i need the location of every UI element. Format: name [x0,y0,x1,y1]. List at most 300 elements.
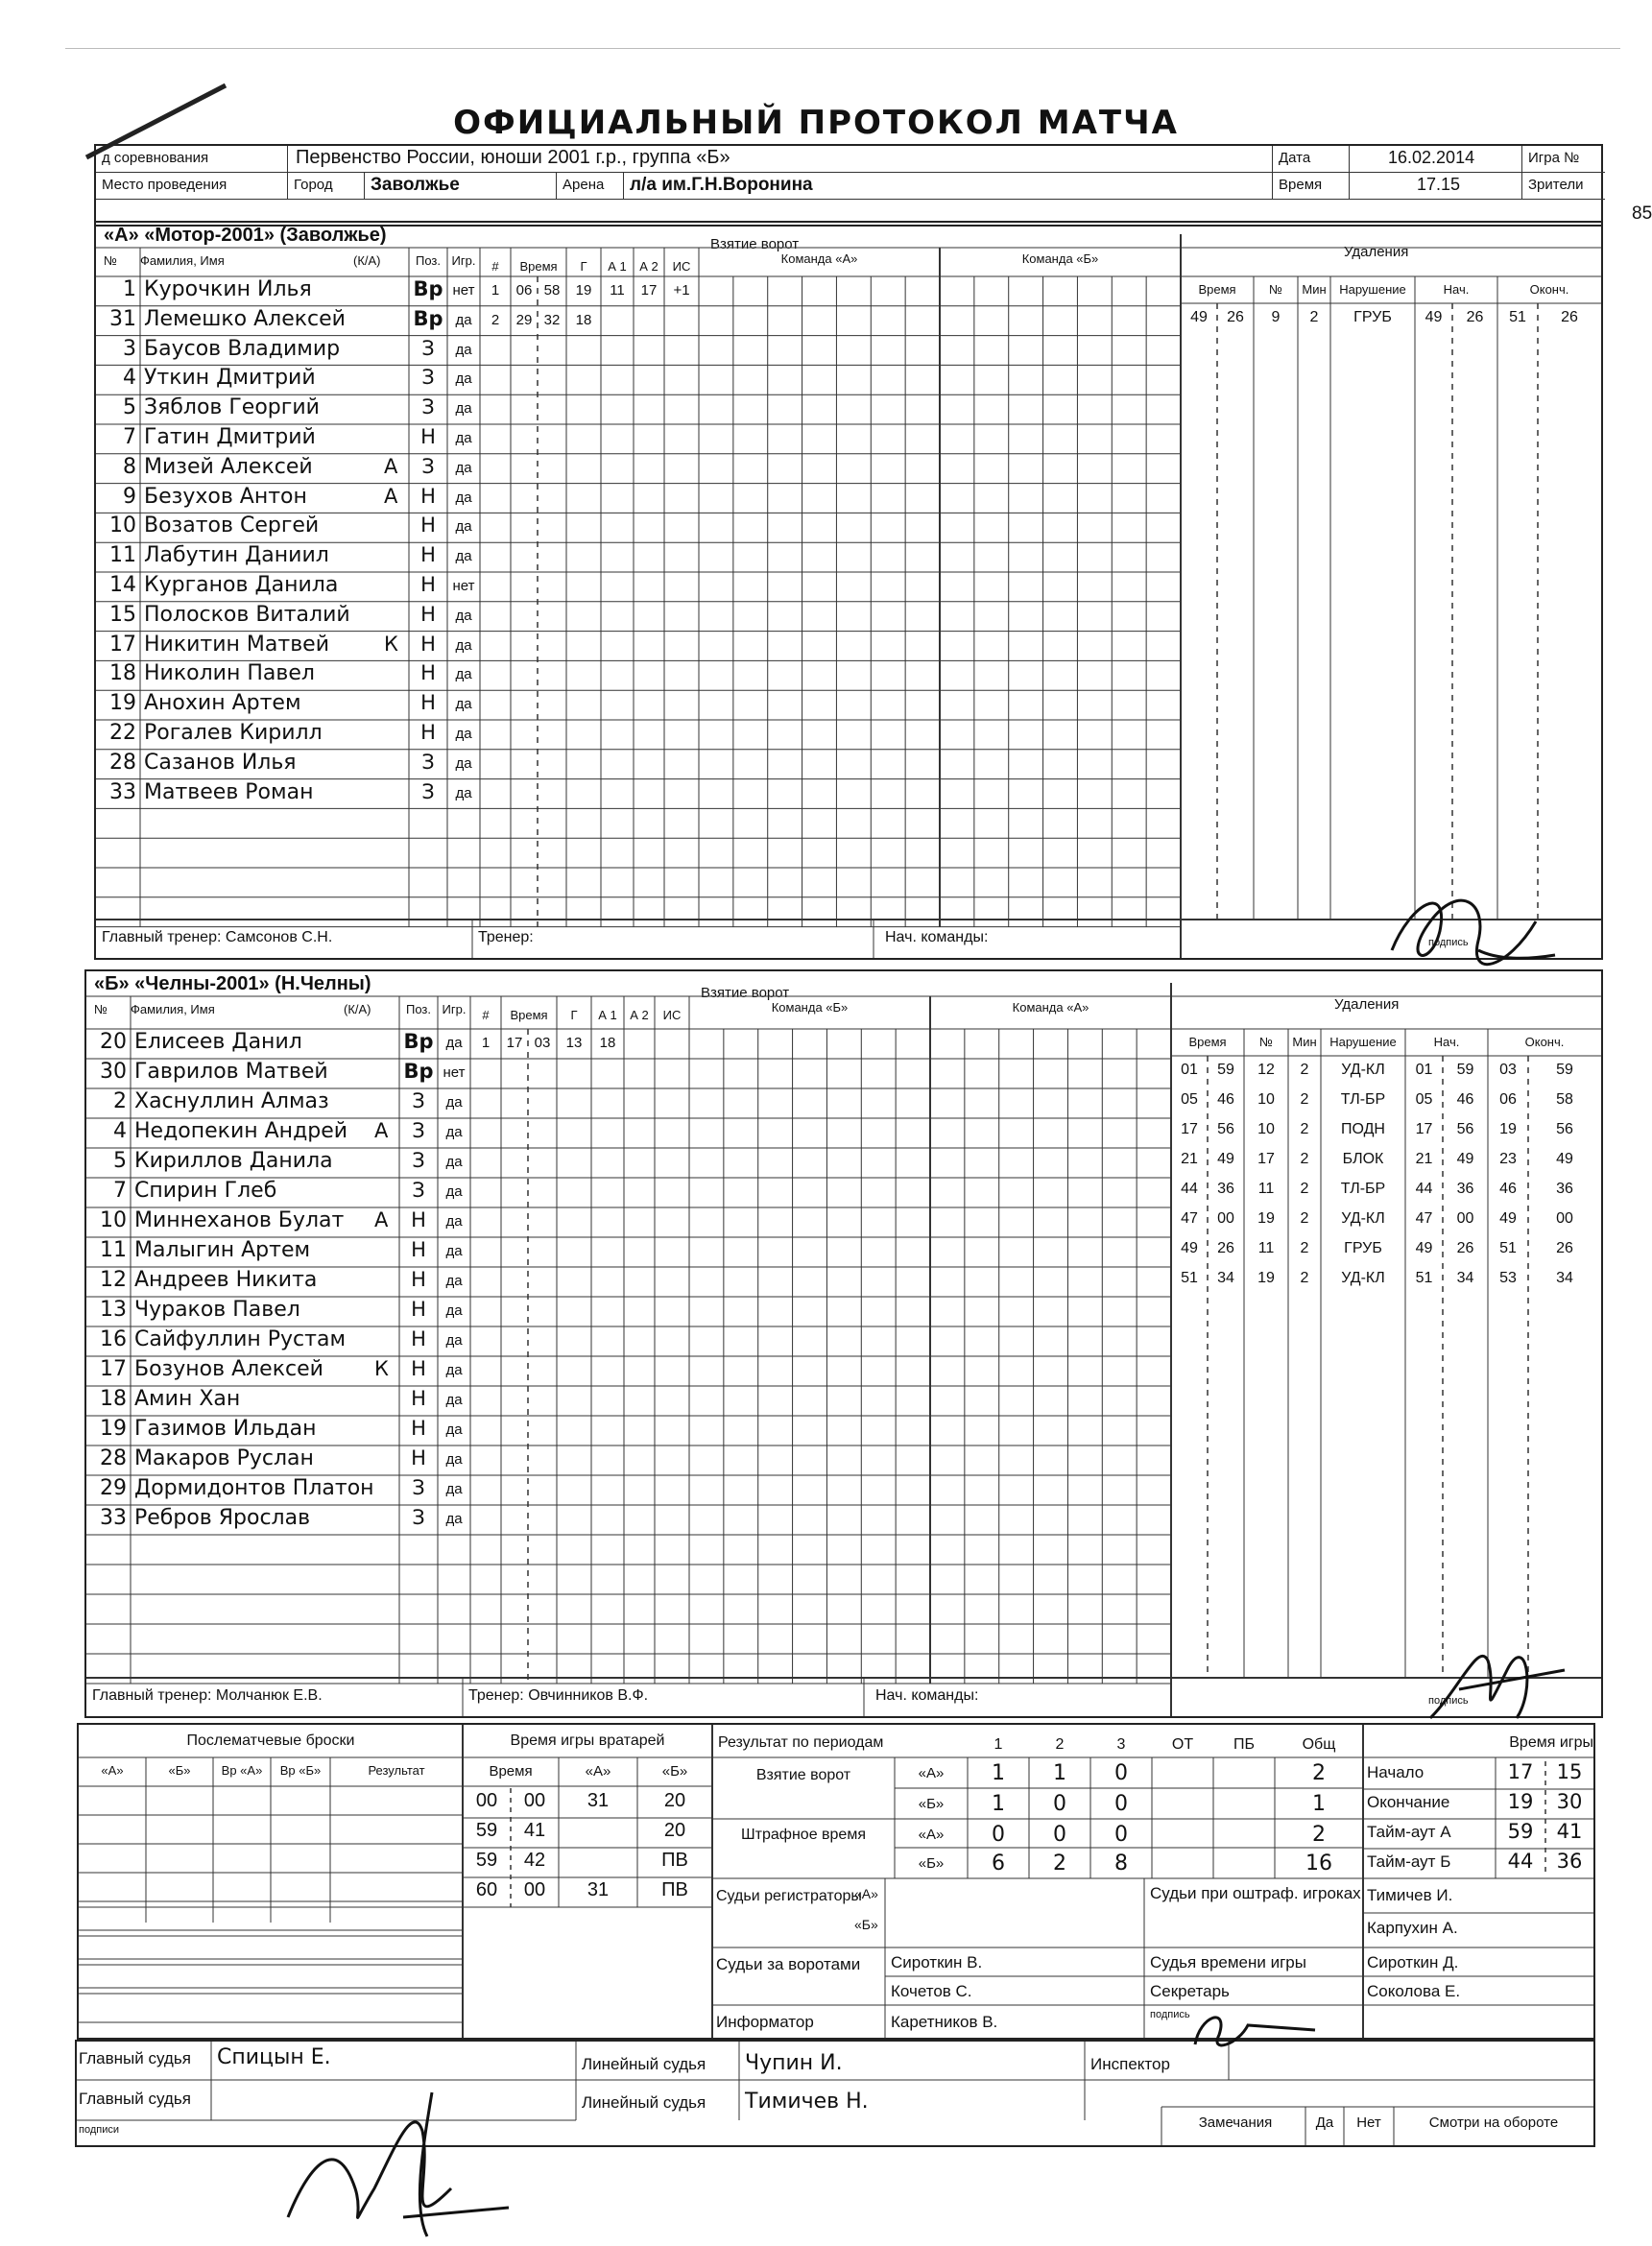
player-played: нет [452,282,475,299]
player-number: 7 [123,425,136,449]
penalty-cell: 2 [1309,309,1319,325]
penalty-cell: 59 [1456,1062,1474,1078]
player-name: Малыгин Артем [134,1238,311,1262]
hdr-goal-col: Г [570,1008,578,1022]
goal-cell: 17 [506,1035,523,1051]
goal-judge-2: Кочетов С. [891,1982,972,2000]
player-position: Вр [403,1060,434,1083]
penalty-cell: 36 [1456,1181,1474,1197]
gk-min: 60 [475,1879,498,1900]
penalty-judges-label: Судьи при оштраф. игроках [1150,1884,1361,1902]
head-coach: Главный тренер: Молчанюк Е.В. [92,1687,323,1704]
game-time-sec: 36 [1556,1850,1583,1873]
player-number: 18 [100,1387,127,1411]
player-position: Н [420,721,436,744]
player-name: Лемешко Алексей [144,306,346,331]
penalty-cell: 2 [1300,1091,1309,1108]
player-position: Н [420,602,436,626]
player-position: З [421,395,435,419]
goal-cell: 32 [543,311,561,328]
top-edge [65,48,1620,49]
player-position: Н [420,573,436,596]
player-name: Безухов Антон [144,484,307,509]
player-name: Возатов Сергей [144,514,320,538]
hdr-played: Игр. [451,253,476,268]
team-a-header: «А» «Мотор-2001» (Заволжье) [104,225,387,246]
periods-pim-label: Штрафное время [741,1827,866,1843]
player-played: да [455,370,472,388]
team-a-pen-title: Удаления [1344,244,1409,260]
reg-a: «А» [854,1886,878,1901]
player-position: З [412,1179,425,1202]
penalty-cell: 11 [1257,1181,1275,1197]
player-name: Баусов Владимир [144,336,341,361]
penalty-cell: 49 [1425,309,1443,325]
gk-min: 00 [475,1790,498,1811]
period-col: ОТ [1171,1736,1194,1753]
penalty-cell: 26 [1561,309,1578,325]
goal-cell: 2 [491,311,500,328]
gk-sec: 41 [523,1820,546,1841]
period-team: «Б» [918,1855,945,1872]
game-time-label: Тайм-аут А [1367,1823,1451,1841]
period-value: 1 [1053,1761,1066,1785]
penalty-cell: 47 [1181,1210,1198,1227]
period-col: 3 [1116,1736,1126,1753]
arena-label: Арена [557,173,624,200]
player-played: да [445,1392,463,1408]
hdr-no: № [94,1002,108,1016]
city-label: Город [288,173,365,200]
shootout-col: Результат [368,1763,425,1778]
team-a-section [94,221,1603,960]
player-name: Спирин Глеб [134,1179,277,1203]
hdr-no: № [104,253,117,268]
penalty-cell: 34 [1217,1270,1234,1286]
periods-title: Результат по периодам [718,1734,884,1751]
player-played: да [455,518,472,536]
player-name: Елисеев Данил [134,1030,302,1054]
informer-label: Информатор [716,2013,814,2031]
penalty-cell: 00 [1217,1210,1234,1227]
player-name: Миннеханов Булат [134,1208,345,1232]
goal-cell: 1 [491,282,500,299]
goal-cell: 06 [515,282,533,299]
registrars-label: Судьи регистраторы [716,1888,862,1904]
goal-cell: 29 [515,311,533,328]
period-value: 2 [1312,1761,1326,1785]
game-time-label: Тайм-аут Б [1367,1852,1451,1871]
penalty-cell: 26 [1556,1240,1573,1256]
penalty-cell: 17 [1415,1121,1433,1137]
city-value: Заволжье [365,173,557,200]
penalty-cell: 2 [1300,1181,1309,1197]
player-name: Сайфуллин Рустам [134,1327,347,1351]
player-position: Н [420,514,436,538]
period-team: «Б» [918,1796,945,1812]
player-position: З [421,779,435,803]
inspector-label: Инспектор [1090,2055,1170,2073]
gk-time-title: Время игры вратарей [510,1732,665,1749]
hdr-pen-col: № [1259,1035,1273,1049]
player-number: 17 [109,632,136,657]
team-chief: Нач. команды: [885,929,989,945]
player-played: да [455,430,472,446]
penalty-cell: 49 [1190,309,1208,325]
referee-label-2: Главный судья [79,2090,191,2108]
player-position: Н [411,1446,426,1469]
penalty-cell: 12 [1257,1062,1275,1078]
team-b-header: «Б» «Челны-2001» (Н.Челны) [94,973,371,994]
penalty-cell: БЛОК [1342,1151,1384,1167]
spectators-value: 85 [1632,203,1652,224]
shootout-col: «А» [101,1763,124,1778]
player-position: Вр [413,277,443,300]
penalty-cell: 53 [1499,1270,1517,1286]
team-chief: Нач. команды: [875,1687,979,1704]
signatures-label: подписи [79,2124,119,2136]
player-number: 2 [113,1089,127,1113]
shootout-col: Вр «Б» [279,1763,322,1778]
gk-min: 59 [475,1850,498,1871]
penalty-cell: 44 [1181,1181,1198,1197]
penalty-cell: 46 [1217,1091,1234,1108]
hdr-name: Фамилия, Имя [131,1002,215,1016]
penalty-cell: 49 [1217,1151,1234,1167]
hdr-pen-col: Нарушение [1339,282,1406,297]
penalty-cell: 01 [1415,1062,1433,1078]
penalty-cell: 10 [1257,1091,1275,1108]
player-played: да [455,666,472,683]
gk-sec: 00 [523,1879,546,1900]
player-position: Н [411,1417,426,1440]
player-position: Н [411,1327,426,1350]
player-name: Мизей Алексей [144,454,313,479]
player-played: да [455,696,472,713]
player-number: 28 [100,1446,127,1470]
remarks-see-back: Смотри на обороте [1428,2115,1559,2131]
player-name: Уткин Дмитрий [144,366,316,391]
penalty-cell: 26 [1217,1240,1234,1256]
goal-cell: 17 [640,282,658,299]
period-team: «А» [918,1827,945,1843]
period-value: 6 [992,1852,1005,1876]
penalty-cell: УД-КЛ [1341,1270,1385,1286]
period-value: 8 [1114,1852,1128,1876]
penalty-cell: УД-КЛ [1341,1062,1385,1078]
penalty-cell: 59 [1217,1062,1234,1078]
player-played: да [445,1154,463,1170]
referee-signature [269,2073,518,2246]
secretary-sign-label: подпись [1150,2009,1190,2020]
penalty-cell: 49 [1499,1210,1517,1227]
player-name: Дормидонтов Платон [134,1476,374,1500]
player-number: 15 [109,602,136,627]
gk-b: 20 [663,1820,686,1841]
player-played: да [455,726,472,742]
penalty-cell: 44 [1415,1181,1433,1197]
trainer: Тренер: [478,929,534,945]
player-number: 28 [109,750,136,775]
penalty-cell: 2 [1300,1210,1309,1227]
secretary: Соколова Е. [1367,1982,1461,2000]
hdr-played: Игр. [442,1002,467,1016]
player-name: Газимов Ильдан [134,1417,317,1441]
period-value: 0 [1053,1792,1066,1816]
player-number: 18 [109,661,136,686]
penalty-cell: 21 [1415,1151,1433,1167]
coach-a-signature [1373,864,1565,998]
hdr-pen-col: Нач. [1443,282,1470,297]
player-played: да [455,754,472,772]
player-name: Недопекин Андрей [134,1119,348,1143]
player-number: 29 [100,1476,127,1500]
shootout-title: Послематчевые броски [186,1732,355,1749]
penalty-cell: 01 [1181,1062,1198,1078]
penalty-cell: 26 [1227,309,1244,325]
period-value: 0 [1114,1823,1128,1847]
penalty-cell: 56 [1456,1121,1474,1137]
player-name: Андреев Никита [134,1268,318,1292]
period-value: 0 [1053,1823,1066,1847]
penalty-judge-2: Карпухин А. [1367,1919,1458,1937]
timekeeper: Сироткин Д. [1367,1953,1459,1971]
periods-goals-label: Взятие ворот [755,1767,851,1783]
hdr-goal-col: А 2 [630,1008,649,1022]
hdr-team-a-grid: Команда «А» [780,251,858,266]
shootout-col: Вр «А» [221,1763,263,1778]
player-played: да [455,400,472,418]
penalty-cell: 36 [1217,1181,1234,1197]
penalty-cell: ПОДН [1341,1121,1385,1137]
gk-time-col: «А» [585,1763,611,1780]
penalty-cell: 11 [1257,1240,1275,1256]
linesman-label-2: Линейный судья [582,2093,706,2112]
penalty-cell: 17 [1257,1151,1275,1167]
player-number: 17 [100,1357,127,1381]
goal-cell: 03 [534,1035,551,1051]
player-number: 12 [100,1268,127,1292]
player-played: да [445,1511,463,1527]
period-value: 0 [1114,1761,1128,1785]
goal-judge-1: Сироткин В. [891,1953,983,1971]
penalty-cell: 00 [1456,1210,1474,1227]
player-number: 19 [100,1417,127,1441]
player-position: З [412,1089,425,1112]
game-time-sec: 41 [1556,1820,1583,1843]
player-name: Гаврилов Матвей [134,1060,328,1084]
team-b-goals-title: Взятие ворот [701,985,790,1001]
penalty-cell: ТЛ-БР [1340,1091,1386,1108]
player-played: да [445,1183,463,1200]
penalty-cell: 59 [1556,1062,1573,1078]
linesman-1: Чупин И. [745,2051,843,2075]
penalty-cell: 2 [1300,1151,1309,1167]
player-name: Полосков Виталий [144,602,350,627]
trainer: Тренер: Овчинников В.Ф. [468,1687,649,1704]
player-name: Никитин Матвей [144,632,329,657]
penalty-cell: 06 [1499,1091,1517,1108]
player-played: да [445,1243,463,1259]
penalty-cell: 21 [1181,1151,1198,1167]
player-name: Бозунов Алексей [134,1357,323,1381]
hdr-goal-col: А 1 [598,1008,617,1022]
player-captain-mark: К [384,632,398,656]
player-name: Сазанов Илья [144,750,297,775]
goal-cell: 13 [565,1035,583,1051]
penalty-cell: 26 [1466,309,1484,325]
player-captain-mark: К [374,1357,389,1380]
player-position: З [421,454,435,478]
player-captain-mark: А [384,454,398,478]
game-time-label: Начало [1367,1763,1425,1781]
penalty-cell: 34 [1456,1270,1474,1286]
penalty-cell: 46 [1456,1091,1474,1108]
player-name: Зяблов Георгий [144,395,320,420]
penalty-cell: 10 [1257,1121,1275,1137]
player-position: Н [420,632,436,656]
game-time-min: 59 [1507,1820,1534,1843]
goal-cell: 58 [543,282,561,299]
hdr-pos: Поз. [416,253,441,268]
goal-cell: +1 [673,282,690,299]
period-value: 1 [992,1792,1005,1816]
player-played: да [455,311,472,328]
venue-label: Место проведения [96,173,288,200]
penalty-cell: 00 [1556,1210,1573,1227]
player-position: З [421,336,435,360]
player-played: да [445,1451,463,1468]
penalty-cell: 49 [1181,1240,1198,1256]
spectators-label: Зрители [1522,173,1605,200]
player-position: Н [411,1268,426,1291]
hdr-ka: (К/А) [353,253,381,268]
penalty-cell: 51 [1181,1270,1198,1286]
remarks-yes: Да [1315,2115,1334,2131]
penalty-cell: ТЛ-БР [1340,1181,1386,1197]
player-position: З [412,1476,425,1499]
player-position: Н [420,425,436,448]
team-b-pen-title: Удаления [1334,996,1400,1013]
goal-cell: 1 [481,1035,491,1051]
referee-label-1: Главный судья [79,2049,191,2067]
penalty-cell: 2 [1300,1270,1309,1286]
player-name: Амин Хан [134,1387,241,1411]
player-position: З [421,750,435,774]
penalty-cell: 56 [1217,1121,1234,1137]
penalty-cell: 51 [1415,1270,1433,1286]
player-position: З [421,366,435,390]
gk-time-col: Время [489,1763,533,1780]
hdr-goal-col: Г [580,259,587,274]
player-played: да [455,636,472,654]
player-played: да [455,607,472,624]
goal-judges-label: Судьи за воротами [716,1955,861,1973]
goal-cell: 11 [610,282,625,299]
competition-label: д соревнования [96,146,288,173]
player-number: 4 [113,1119,127,1143]
gk-sec: 00 [523,1790,546,1811]
penalty-judge-1: Тимичев И. [1367,1886,1453,1904]
hdr-pen-col: № [1269,282,1282,297]
player-number: 4 [123,366,136,391]
player-number: 14 [109,573,136,597]
reg-b: «Б» [854,1917,878,1932]
linesman-label-1: Линейный судья [582,2055,706,2073]
hdr-goal-col: А 2 [639,259,658,274]
informer: Каретников В. [891,2013,998,2031]
game-time-title: Время игры [1509,1734,1593,1751]
player-number: 3 [123,336,136,361]
penalty-cell: 2 [1300,1062,1309,1078]
gk-b: ПВ [661,1879,688,1900]
referee-1: Спицын Е. [217,2045,331,2069]
game-time-min: 44 [1507,1850,1534,1873]
player-position: Вр [403,1030,434,1053]
period-value: 1 [992,1761,1005,1785]
penalty-cell: 19 [1257,1210,1275,1227]
hdr-pen-col: Оконч. [1529,282,1569,297]
player-name: Хаснуллин Алмаз [134,1089,329,1113]
penalty-cell: 19 [1499,1121,1517,1137]
period-col: 2 [1055,1736,1065,1753]
penalty-cell: 49 [1456,1151,1474,1167]
hdr-goal-col: А 1 [608,259,627,274]
player-number: 10 [100,1208,127,1232]
player-name: Чураков Павел [134,1298,300,1322]
period-value: 0 [992,1823,1005,1847]
hdr-goal-col: # [491,259,499,274]
team-a-goals-title: Взятие ворот [710,236,800,252]
secretary-label: Секретарь [1150,1982,1230,2000]
gk-a: 31 [587,1879,610,1900]
player-name: Николин Павел [144,661,315,686]
player-position: Н [420,691,436,715]
penalty-cell: 05 [1415,1091,1433,1108]
hdr-pen-col: Нач. [1433,1035,1460,1049]
period-col: Общ [1302,1736,1336,1753]
player-played: да [445,1035,463,1051]
player-number: 13 [100,1298,127,1322]
penalty-cell: 9 [1271,309,1281,325]
date-value: 16.02.2014 [1350,146,1522,173]
gk-min: 59 [475,1820,498,1841]
hdr-goal-col: Время [510,1008,548,1022]
player-position: Н [420,661,436,685]
player-name: Курганов Данила [144,573,339,597]
player-number: 33 [100,1506,127,1530]
secretary-signature [1181,1996,1334,2064]
penalty-cell: 36 [1556,1181,1573,1197]
player-number: 31 [109,306,136,331]
player-number: 5 [113,1149,127,1173]
period-col: 1 [994,1736,1003,1753]
player-number: 16 [100,1327,127,1351]
penalty-cell: 05 [1181,1091,1198,1108]
penalty-cell: 58 [1556,1091,1573,1108]
player-played: да [455,548,472,565]
player-number: 11 [100,1238,127,1262]
shootout-col: «Б» [168,1763,191,1778]
hdr-ka: (К/А) [344,1002,371,1016]
player-position: Н [411,1238,426,1261]
player-played: да [445,1422,463,1438]
player-position: Н [411,1357,426,1380]
player-number: 9 [123,484,136,509]
timekeeper-label: Судья времени игры [1150,1953,1306,1971]
player-position: Н [411,1298,426,1321]
time-value: 17.15 [1350,173,1522,200]
